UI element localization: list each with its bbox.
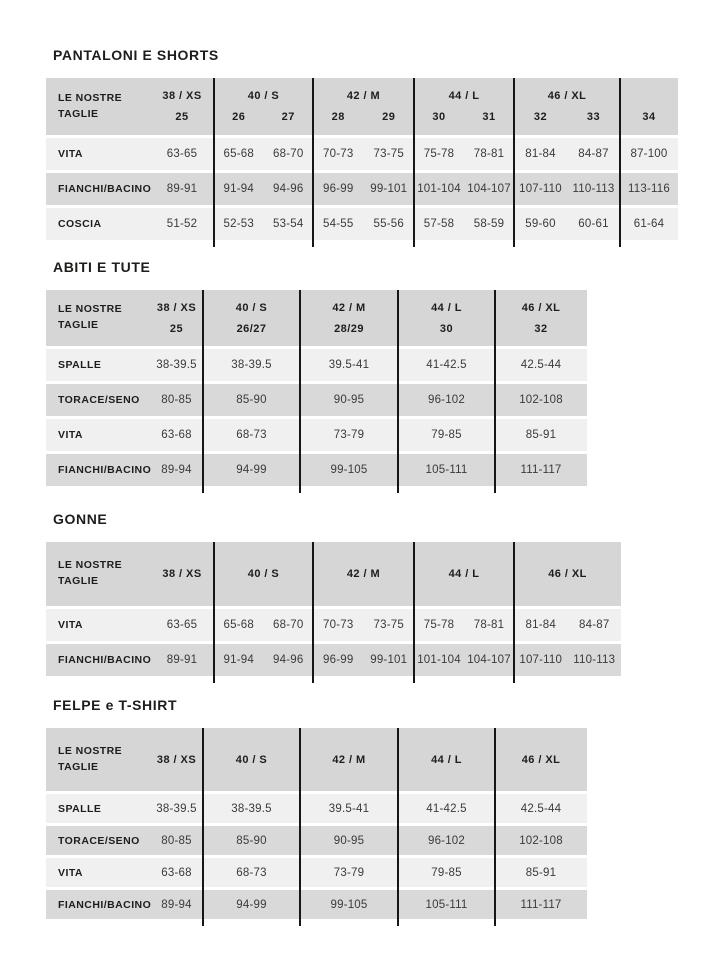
measurement-value: 58-59 (473, 218, 505, 230)
corner-label-line: TAGLIE (58, 760, 99, 773)
size-group-values (150, 138, 214, 170)
column-divider (202, 728, 204, 926)
size-group-values (214, 208, 313, 240)
section-title: FELPE e T-SHIRT (53, 697, 178, 713)
size-group-values (313, 609, 414, 641)
size-group-values (300, 858, 398, 887)
corner-label-line: TAGLIE (58, 107, 99, 120)
size-group-values (514, 208, 620, 240)
section-title: PANTALONI E SHORTS (53, 47, 219, 63)
measurement-value: 96-102 (427, 394, 465, 406)
measurement-value: 65-68 (223, 148, 254, 160)
measurement-row (46, 609, 621, 641)
size-subsizes-row (150, 111, 214, 123)
size-group-label: 40 / S (235, 301, 268, 314)
measurement-value: 99-101 (370, 654, 408, 666)
measurement-value: 99-105 (330, 464, 368, 476)
size-group-header (495, 728, 587, 791)
table-header-row (46, 542, 621, 606)
size-group-values (313, 644, 414, 676)
measurement-value: 111-117 (520, 898, 562, 911)
column-divider (299, 728, 301, 926)
size-group-header (414, 78, 514, 135)
size-table (46, 78, 678, 240)
size-group-values (203, 454, 300, 486)
measurement-value: 70-73 (323, 619, 354, 631)
measurement-row (46, 419, 587, 451)
size-group-values (300, 384, 398, 416)
measurement-value: 53-54 (273, 218, 304, 230)
measurement-value: 52-53 (223, 218, 254, 230)
measurement-value: 68-70 (273, 148, 304, 160)
size-group-values (203, 826, 300, 855)
size-group-values (300, 826, 398, 855)
size-table (46, 542, 621, 676)
corner-label-line: LE NOSTRE (58, 91, 123, 104)
size-group-values (495, 349, 587, 381)
measurement-value: 63-68 (161, 429, 192, 441)
table-header-row (46, 290, 587, 346)
measurement-label: FIANCHI/BACINO (58, 898, 152, 911)
measurement-value: 90-95 (333, 834, 365, 847)
measurement-value: 107-110 (519, 654, 563, 666)
size-group-values (495, 826, 587, 855)
measurement-label: FIANCHI/BACINO (58, 654, 152, 666)
table-header-row (46, 78, 678, 135)
size-group-header (300, 728, 398, 791)
size-subsize: 27 (281, 111, 295, 123)
size-subsizes-row (398, 323, 495, 335)
measurement-value: 107-110 (519, 183, 562, 195)
size-group-values (203, 419, 300, 451)
size-group-header (214, 542, 313, 606)
measurement-label: VITA (58, 866, 83, 879)
size-subsize: 25 (169, 322, 184, 335)
section-title: ABITI E TUTE (53, 259, 151, 275)
measurement-value: 75-78 (423, 619, 455, 631)
size-group-label (620, 90, 678, 102)
size-group-values (300, 454, 398, 486)
size-group-values (150, 454, 203, 486)
size-group-values (313, 173, 414, 205)
measurement-value: 85-90 (236, 394, 267, 406)
measurement-value: 73-75 (373, 619, 404, 631)
section-felpe-e-t-shirt (46, 698, 680, 919)
measurement-value: 59-60 (525, 218, 556, 230)
size-subsize: 30 (432, 111, 446, 123)
size-subsize: 25 (175, 111, 189, 123)
measurement-value: 91-94 (223, 654, 254, 666)
corner-label (46, 542, 150, 606)
size-group-values (495, 384, 587, 416)
section-gonne (46, 512, 680, 676)
size-group-values (398, 419, 495, 451)
column-divider (299, 290, 301, 493)
measurement-value: 73-79 (333, 429, 365, 441)
size-group-values (398, 890, 495, 919)
measurement-row (46, 890, 587, 919)
size-group-values (495, 454, 587, 486)
size-group-values (514, 173, 620, 205)
size-group-values (414, 138, 514, 170)
size-group-label: 46 / XL (547, 90, 587, 102)
size-group-label: 40 / S (247, 90, 280, 102)
measurement-value: 99-101 (370, 183, 408, 195)
section-pantaloni-e-shorts (46, 48, 680, 240)
size-group-values (203, 794, 300, 823)
column-divider (413, 78, 415, 247)
measurement-value: 65-68 (223, 619, 254, 631)
measurement-value: 94-99 (236, 898, 267, 911)
size-subsize: 30 (439, 322, 454, 335)
column-divider (619, 78, 621, 247)
measurement-row (46, 858, 587, 887)
measurement-value: 63-65 (166, 619, 198, 631)
measurement-row (46, 208, 678, 240)
size-group-values (398, 454, 495, 486)
column-divider (397, 290, 399, 493)
measurement-value: 105-111 (425, 898, 468, 911)
measurement-value: 42.5-44 (520, 802, 562, 815)
measurement-value: 38-39.5 (156, 802, 197, 815)
measurement-value: 54-55 (323, 218, 354, 230)
measurement-value: 75-78 (423, 148, 455, 160)
column-divider (494, 290, 496, 493)
corner-label-line: TAGLIE (58, 319, 99, 331)
size-group-values (150, 208, 214, 240)
measurement-value: 90-95 (333, 394, 365, 406)
size-table (46, 290, 587, 486)
size-subsizes-row (313, 111, 414, 123)
section-abiti-e-tute (46, 260, 680, 486)
size-group-header (203, 728, 300, 791)
size-subsize: 28/29 (334, 322, 364, 335)
measurement-value: 89-94 (161, 898, 192, 911)
measurement-value: 38-39.5 (231, 802, 272, 815)
size-group-label: 44 / L (448, 90, 480, 102)
measurement-label: SPALLE (58, 359, 102, 371)
measurement-value: 104-107 (467, 183, 511, 195)
size-subsize: 28 (331, 111, 345, 123)
measurement-row (46, 644, 621, 676)
section-title: GONNE (53, 511, 108, 527)
size-group-label: 42 / M (332, 753, 366, 766)
size-group-values (203, 858, 300, 887)
size-subsize: 34 (642, 111, 656, 123)
size-group-label: 46 / XL (521, 301, 561, 314)
size-subsize: 32 (534, 322, 548, 335)
measurement-value: 111-117 (520, 464, 562, 476)
size-group-values (414, 609, 514, 641)
measurement-value: 73-79 (333, 866, 365, 879)
size-group-values (150, 609, 214, 641)
size-group-header (398, 290, 495, 346)
measurement-value: 85-90 (236, 834, 267, 847)
size-group-label: 46 / XL (521, 753, 561, 766)
measurement-value: 39.5-41 (328, 802, 370, 815)
corner-label (46, 78, 150, 135)
size-group-values (150, 349, 203, 381)
measurement-label: VITA (58, 619, 83, 631)
measurement-value: 79-85 (431, 866, 462, 879)
measurement-value: 55-56 (373, 218, 404, 230)
measurement-row (46, 384, 587, 416)
measurement-value: 51-52 (166, 218, 198, 230)
size-group-header (414, 542, 514, 606)
size-group-values (398, 858, 495, 887)
size-subsizes-row (514, 111, 620, 123)
measurement-value: 94-99 (236, 464, 267, 476)
size-table (46, 728, 587, 919)
measurement-value: 78-81 (473, 148, 505, 160)
size-group-values (150, 384, 203, 416)
measurement-value: 63-68 (161, 866, 192, 879)
corner-label (46, 290, 150, 346)
measurement-value: 94-96 (273, 183, 304, 195)
size-subsizes-row (414, 111, 514, 123)
size-group-values (398, 826, 495, 855)
size-group-values (300, 419, 398, 451)
measurement-value: 79-85 (431, 429, 462, 441)
measurement-label: VITA (58, 429, 83, 441)
size-subsizes-row (620, 111, 678, 123)
size-group-values (620, 138, 678, 170)
size-group-header (150, 290, 203, 346)
size-subsize: 26 (232, 111, 246, 123)
measurement-value: 38-39.5 (156, 359, 197, 371)
measurement-value: 68-73 (236, 866, 267, 879)
size-group-header (398, 728, 495, 791)
measurement-label: FIANCHI/BACINO (58, 183, 152, 195)
size-group-label: 44 / L (448, 568, 480, 580)
size-group-values (150, 794, 203, 823)
measurement-value: 80-85 (161, 834, 192, 847)
size-group-values (313, 208, 414, 240)
size-group-values (620, 208, 678, 240)
size-group-label: 42 / M (346, 90, 381, 102)
size-group-header (514, 78, 620, 135)
measurement-value: 81-84 (525, 148, 556, 160)
size-group-values (495, 794, 587, 823)
measurement-value: 89-94 (161, 464, 192, 476)
size-subsizes-row (495, 323, 587, 335)
measurement-value: 96-102 (427, 834, 465, 847)
size-group-values (398, 794, 495, 823)
size-group-values (495, 858, 587, 887)
measurement-value: 81-84 (525, 619, 556, 631)
column-divider (312, 78, 314, 247)
measurement-value: 110-113 (573, 654, 616, 666)
size-group-values (150, 173, 214, 205)
size-group-values (495, 419, 587, 451)
size-group-label: 40 / S (247, 568, 280, 580)
size-group-label: 46 / XL (548, 568, 587, 580)
size-group-values (203, 349, 300, 381)
table-header-row (46, 728, 587, 791)
size-group-label: 44 / L (431, 301, 462, 314)
size-group-label: 38 / XS (156, 301, 197, 314)
size-group-values (514, 609, 621, 641)
measurement-value: 89-91 (166, 654, 198, 666)
column-divider (397, 728, 399, 926)
size-group-header (150, 542, 214, 606)
measurement-row (46, 794, 587, 823)
size-subsize: 32 (533, 111, 548, 123)
size-group-values (203, 384, 300, 416)
measurement-value: 39.5-41 (328, 359, 370, 371)
size-group-values (414, 644, 514, 676)
measurement-value: 41-42.5 (426, 359, 467, 371)
size-group-label: 42 / M (346, 568, 381, 580)
column-divider (494, 728, 496, 926)
column-divider (213, 542, 215, 683)
measurement-value: 68-73 (236, 429, 267, 441)
size-group-label: 38 / XS (156, 753, 197, 766)
size-group-values (514, 644, 621, 676)
size-group-header (620, 78, 678, 135)
measurement-row (46, 173, 678, 205)
size-guide-page (46, 48, 680, 919)
size-group-header (495, 290, 587, 346)
size-subsizes-row (214, 111, 313, 123)
size-group-header (214, 78, 313, 135)
size-group-values (214, 138, 313, 170)
size-group-values (150, 890, 203, 919)
size-group-values (150, 644, 214, 676)
measurement-label: SPALLE (58, 802, 102, 815)
size-group-values (514, 138, 620, 170)
measurement-label: VITA (58, 148, 83, 160)
column-divider (513, 542, 515, 683)
size-group-header (203, 290, 300, 346)
measurement-value: 84-87 (579, 619, 610, 631)
size-group-header (150, 728, 203, 791)
measurement-value: 102-108 (519, 394, 563, 406)
size-group-header (514, 542, 621, 606)
size-group-values (150, 858, 203, 887)
size-group-header (313, 78, 414, 135)
size-group-header (300, 290, 398, 346)
measurement-value: 63-65 (166, 148, 198, 160)
size-group-header (313, 542, 414, 606)
size-group-label: 42 / M (332, 301, 366, 314)
size-group-values (300, 890, 398, 919)
measurement-value: 99-105 (330, 898, 368, 911)
measurement-value: 94-96 (273, 654, 304, 666)
size-group-values (214, 644, 313, 676)
size-subsize: 26/27 (236, 322, 267, 335)
size-group-values (150, 419, 203, 451)
measurement-value: 91-94 (223, 183, 254, 195)
measurement-value: 61-64 (633, 218, 665, 230)
measurement-value: 41-42.5 (426, 802, 467, 815)
measurement-value: 38-39.5 (231, 359, 272, 371)
size-group-values (620, 173, 678, 205)
corner-label-line: LE NOSTRE (58, 303, 123, 316)
measurement-value: 68-70 (273, 619, 304, 631)
size-group-values (300, 349, 398, 381)
size-group-values (300, 794, 398, 823)
column-divider (202, 290, 204, 493)
measurement-label: TORACE/SENO (58, 834, 140, 847)
size-group-label: 38 / XS (162, 568, 202, 580)
size-group-header (150, 78, 214, 135)
measurement-row (46, 138, 678, 170)
measurement-value: 73-75 (373, 148, 404, 160)
measurement-value: 101-104 (417, 183, 461, 195)
size-subsizes-row (203, 323, 300, 335)
measurement-value: 80-85 (161, 394, 192, 406)
size-subsize: 33 (586, 111, 601, 123)
measurement-value: 96-99 (323, 654, 354, 666)
measurement-label: COSCIA (58, 218, 102, 230)
measurement-row (46, 826, 587, 855)
measurement-value: 101-104 (417, 654, 461, 666)
column-divider (213, 78, 215, 247)
size-group-values (398, 349, 495, 381)
size-group-label: 44 / L (431, 753, 462, 766)
size-group-values (313, 138, 414, 170)
measurement-value: 96-99 (323, 183, 354, 195)
measurement-row (46, 454, 587, 486)
corner-label (46, 728, 150, 791)
size-group-values (495, 890, 587, 919)
measurement-row (46, 349, 587, 381)
measurement-value: 70-73 (323, 148, 354, 160)
size-subsize: 29 (382, 111, 396, 123)
size-subsize: 31 (482, 111, 496, 123)
measurement-value: 85-91 (525, 866, 557, 879)
measurement-value: 84-87 (578, 148, 609, 160)
measurement-value: 85-91 (525, 429, 557, 441)
measurement-value: 89-91 (166, 183, 198, 195)
size-group-label: 40 / S (235, 753, 268, 766)
corner-label-line: LE NOSTRE (58, 559, 123, 572)
measurement-label: FIANCHI/BACINO (58, 464, 152, 476)
corner-label-line: LE NOSTRE (58, 744, 123, 757)
size-subsizes-row (150, 323, 203, 335)
measurement-value: 60-61 (578, 218, 609, 230)
size-subsizes-row (300, 323, 398, 335)
size-group-values (203, 890, 300, 919)
size-group-values (398, 384, 495, 416)
size-group-values (150, 826, 203, 855)
measurement-value: 104-107 (467, 654, 511, 666)
measurement-value: 87-100 (630, 148, 668, 160)
column-divider (312, 542, 314, 683)
size-group-values (414, 208, 514, 240)
measurement-value: 113-116 (628, 183, 670, 195)
corner-label-line: TAGLIE (58, 575, 99, 587)
size-group-values (214, 173, 313, 205)
measurement-value: 42.5-44 (520, 359, 562, 371)
measurement-value: 102-108 (519, 834, 563, 847)
size-group-values (214, 609, 313, 641)
measurement-label: TORACE/SENO (58, 394, 140, 406)
column-divider (413, 542, 415, 683)
measurement-value: 105-111 (425, 464, 468, 476)
measurement-value: 110-113 (572, 183, 615, 195)
measurement-value: 78-81 (473, 619, 505, 631)
size-group-values (414, 173, 514, 205)
size-group-label: 38 / XS (162, 90, 202, 102)
measurement-value: 57-58 (423, 218, 455, 230)
column-divider (513, 78, 515, 247)
